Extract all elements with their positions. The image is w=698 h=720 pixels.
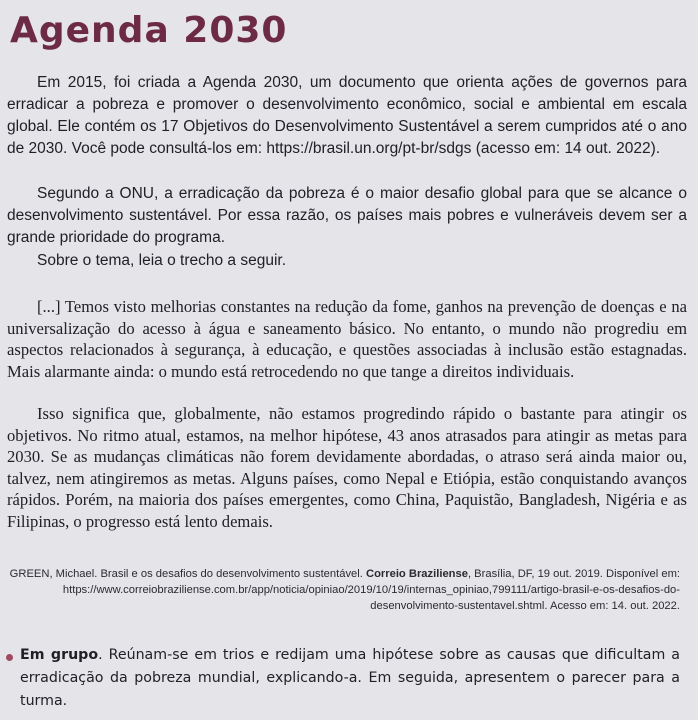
citation-details: , Brasília, DF, 19 out. 2019. Disponível em: https://www.correiobraziliense.com.br/app/noticia/opiniao/2019/10/19/internas_opiniao,799111/artigo-brasil-e-os-desafios-do-desenvolvimento-sustentavel.shtml. Acesso em: 14. out. 2022.: [62, 568, 680, 612]
excerpt-paragraph-2: Isso significa que, globalmente, não estamos progredindo rápido o bastante para atingir os objetivos. No ritmo atual, estamos, na melhor hipótese, 43 anos atrasados para atingir as metas para 2030. Se as mudanças climáticas não forem devidamente abordadas, o atraso será ainda maior ou, talvez, nem atingiremos as metas. Alguns países, como Nepal e Etiópia, estão conquistando avanços rápidos. Porém, na maioria dos países emergentes, como China, Paquistão, Bangladesh, Nigéria e as Filipinas, o progresso está lento demais.: [7, 404, 687, 531]
citation-source: Correio Braziliense: [365, 568, 468, 580]
intro-paragraph-2: Segundo a ONU, a erradicação da pobreza é o maior desafio global para que se alcance o desenvolvimento sustentável. Por essa razão, os países mais pobres e vulneráveis devem ser a grande prioridade do programa.: [7, 185, 687, 246]
intro-paragraph-3: Sobre o tema, leia o trecho a seguir.: [37, 252, 287, 269]
citation: [8, 566, 680, 614]
activity-prompt: [20, 644, 680, 713]
activity-bullet-icon: [6, 654, 13, 661]
intro-paragraph-1: Em 2015, foi criada a Agenda 2030, um documento que orienta ações de governos para erradicar a pobreza e promover o desenvolvimento econômico, social e ambiental em escala global. Ele contém os 17 Objetivos do Desenvolvimento Sustentável a serem cumpridos até o ano de 2030. Você pode consultá-los em: https://brasil.un.org/pt-br/sdgs (acesso em: 14 out. 2022).: [7, 74, 687, 157]
excerpt-paragraph-1: [...] Temos visto melhorias constantes na redução da fome, ganhos na prevenção de doenças e na universalização do acesso à água e saneamento básico. No entanto, o mundo não progrediu em aspectos relacionados à segurança, à educação, e questões associadas à inclusão estão estagnadas. Mais alarmante ainda: o mundo está retrocedendo no que tange a direitos individuais.: [7, 297, 687, 381]
citation-author-title: GREEN, Michael. Brasil e os desafios do desenvolvimento sustentável.: [9, 568, 363, 580]
activity-text: . Reúnam-se em trios e redijam uma hipótese sobre as causas que dificultam a erradicação da pobreza mundial, explicando-a. Em seguida, apresentem o parecer para a turma.: [20, 647, 680, 709]
page-title: Agenda 2030: [10, 10, 288, 51]
activity-label: Em grupo: [20, 647, 99, 663]
